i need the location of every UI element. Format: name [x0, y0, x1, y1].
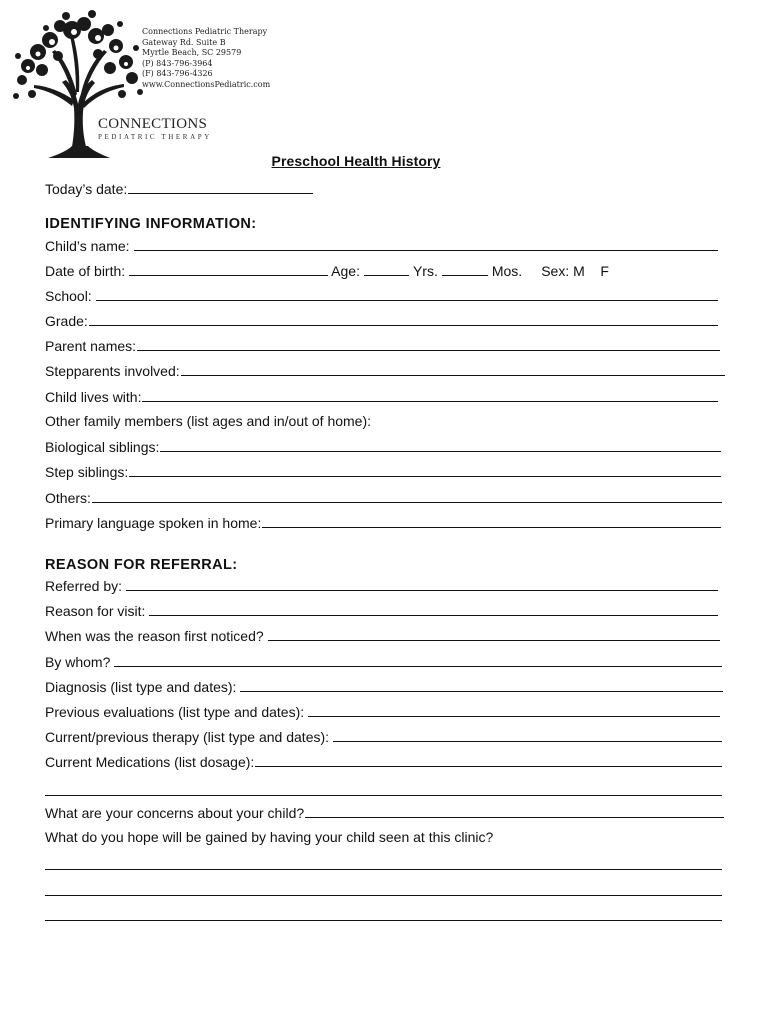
field-label: Biological siblings:: [45, 439, 160, 455]
field-label: When was the reason first noticed?: [45, 628, 264, 644]
field-blank[interactable]: [181, 362, 725, 376]
field-blank[interactable]: [126, 577, 718, 591]
field-label: Current Medications (list dosage):: [45, 754, 255, 770]
field-blank[interactable]: [262, 514, 721, 528]
field-label: By whom?: [45, 654, 111, 670]
address-line: Connections Pediatric Therapy: [142, 27, 268, 36]
dob-age-sex-row: [45, 262, 625, 279]
field-blank[interactable]: [92, 489, 722, 503]
therapy-field[interactable]: [45, 728, 722, 745]
section-referral-heading: REASON FOR REFERRAL:: [45, 557, 238, 573]
address-line: Myrtle Beach, SC 29579: [142, 48, 242, 58]
childs-name-field[interactable]: [45, 237, 718, 254]
field-label: Previous evaluations (list type and dates):: [45, 704, 305, 720]
field-blank[interactable]: [137, 337, 720, 351]
field-blank[interactable]: [134, 237, 718, 251]
child-lives-with-field[interactable]: [45, 388, 718, 405]
sex-label[interactable]: Sex: M F: [541, 263, 609, 279]
brand-subtitle: PEDIATRIC THERAPY: [98, 133, 212, 141]
field-label: What are your concerns about your child?: [45, 805, 305, 821]
field-blank[interactable]: [114, 653, 722, 667]
brand-name: CONNECTIONS: [98, 116, 208, 132]
dob-label: Date of birth:: [45, 263, 126, 279]
field-label: Child’s name:: [45, 238, 130, 254]
field-blank[interactable]: [129, 463, 721, 477]
previous-evaluations-field[interactable]: [45, 703, 720, 720]
concerns-field[interactable]: [45, 804, 724, 821]
age-label: Age:: [331, 263, 360, 279]
field-label: School:: [45, 288, 92, 304]
stepparents-field[interactable]: [45, 362, 725, 379]
hope-answer-line-3[interactable]: [45, 920, 722, 921]
field-blank[interactable]: [149, 602, 718, 616]
todays-date-field[interactable]: [45, 180, 313, 197]
form-title: Preschool Health History: [271, 153, 441, 169]
field-blank[interactable]: [255, 753, 722, 767]
field-blank[interactable]: [333, 728, 722, 742]
by-whom-field[interactable]: [45, 653, 722, 670]
diagnosis-field[interactable]: [45, 678, 723, 695]
field-label: Reason for visit:: [45, 603, 146, 619]
field-label: Child lives with:: [45, 389, 142, 405]
parent-names-field[interactable]: [45, 337, 720, 354]
field-label: Parent names:: [45, 338, 137, 354]
field-blank[interactable]: [96, 287, 718, 301]
field-label: What do you hope will be gained by having your child seen at this clinic?: [45, 829, 494, 845]
field-label: Current/previous therapy (list type and dates):: [45, 729, 330, 745]
reason-for-visit-field[interactable]: [45, 602, 718, 619]
age-months-blank[interactable]: [442, 262, 488, 276]
field-label: Grade:: [45, 313, 88, 329]
clinic-address-block: [142, 27, 270, 91]
field-label: Primary language spoken in home:: [45, 515, 262, 531]
field-label: Referred by:: [45, 578, 123, 594]
field-blank[interactable]: [89, 312, 718, 326]
field-blank[interactable]: [160, 438, 721, 452]
field-label: Stepparents involved:: [45, 363, 180, 379]
medications-extra-line[interactable]: [45, 795, 722, 796]
address-line: Gateway Rd. Suite B: [142, 37, 226, 47]
first-noticed-field[interactable]: [45, 627, 720, 644]
others-field[interactable]: [45, 489, 722, 506]
school-field[interactable]: [45, 287, 718, 304]
referred-by-field[interactable]: [45, 577, 718, 594]
field-blank[interactable]: [240, 678, 723, 692]
dob-blank[interactable]: [129, 262, 328, 276]
hope-answer-line-1[interactable]: [45, 869, 722, 870]
field-blank[interactable]: [268, 627, 720, 641]
fax-line: (F) 843-796-4326: [142, 69, 213, 79]
field-blank[interactable]: [305, 804, 724, 818]
field-blank[interactable]: [128, 180, 313, 194]
section-identifying-heading: IDENTIFYING INFORMATION:: [45, 216, 257, 232]
field-blank[interactable]: [308, 703, 720, 717]
phone-line: (P) 843-796-3964: [142, 58, 213, 68]
age-years-blank[interactable]: [364, 262, 409, 276]
primary-language-field[interactable]: [45, 514, 721, 531]
field-label: Step siblings:: [45, 464, 129, 480]
field-label: Others:: [45, 490, 91, 506]
grade-field[interactable]: [45, 312, 718, 329]
hope-gained-label-row: [45, 829, 493, 845]
yrs-label: Yrs.: [412, 263, 438, 279]
hope-answer-line-2[interactable]: [45, 895, 722, 896]
medications-field[interactable]: [45, 753, 722, 770]
field-label: Other family members (list ages and in/out of home):: [45, 413, 372, 429]
field-label: Diagnosis (list type and dates):: [45, 679, 237, 695]
website-line: www.ConnectionsPediatric.com: [142, 79, 271, 89]
field-label: Today’s date:: [45, 181, 128, 197]
bio-siblings-field[interactable]: [45, 438, 721, 455]
step-siblings-field[interactable]: [45, 463, 721, 480]
other-family-label-row: [45, 413, 371, 429]
field-blank[interactable]: [142, 388, 718, 402]
mos-label: Mos.: [491, 263, 523, 279]
